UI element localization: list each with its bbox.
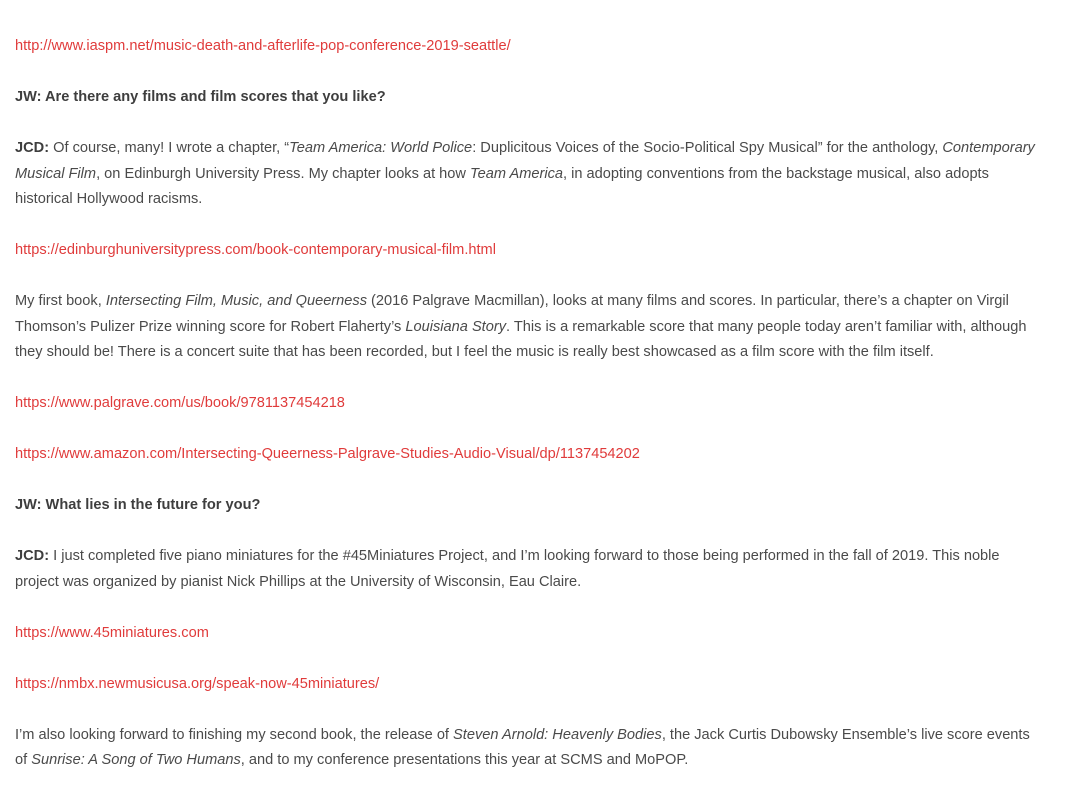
body-text: (2016 Palgrave Macmillan), looks at many films and scores. In particular, there’s a chapter on Virgil Thomson’s Pulizer Prize winning score for Robert Flaherty’s xyxy=(15,293,1009,335)
answer-text: Of course, many! I wrote a chapter, “ xyxy=(49,140,290,156)
paragraph-link-newmusicusa xyxy=(15,672,1045,698)
answer-future xyxy=(15,544,1045,595)
italic-title: Louisiana Story xyxy=(405,318,507,335)
answer-films xyxy=(15,136,1045,213)
italic-title: Team America xyxy=(470,165,564,182)
paragraph-link-iaspm xyxy=(15,34,1045,60)
paragraph-second-book xyxy=(15,723,1045,774)
italic-title: Team America: World Police xyxy=(289,140,473,156)
question-films xyxy=(15,85,1045,111)
italic-title: Intersecting Film, Music, and Queerness xyxy=(105,293,367,309)
speaker-label: JCD: xyxy=(15,140,50,156)
link-iaspm[interactable]: http://www.iaspm.net/music-death-and-afterlife-pop-conference-2019-seattle/ xyxy=(15,38,511,54)
link-newmusicusa[interactable]: https://nmbx.newmusicusa.org/speak-now-45miniatures/ xyxy=(15,675,380,692)
answer-text: : Duplicitous Voices of the Socio-Political Spy Musical” for the anthology, xyxy=(472,140,943,156)
question-films-text: JW: Are there any films and film scores that you like? xyxy=(15,89,386,105)
italic-title: Sunrise: A Song of Two Humans xyxy=(31,752,241,768)
paragraph-link-edinburgh xyxy=(15,238,1045,264)
body-text: , and to my conference presentations this year at SCMS and MoPOP. xyxy=(240,752,689,768)
body-text: My first book, xyxy=(15,293,106,309)
paragraph-first-book xyxy=(15,289,1045,366)
body-text: , the Jack Curtis Dubowsky Ensemble’s live score events of xyxy=(15,726,1030,768)
paragraph-link-45miniatures xyxy=(15,621,1045,647)
article-body xyxy=(15,34,1045,799)
answer-text: , in adopting conventions from the backstage musical, also adopts historical Hollywood racisms. xyxy=(15,165,989,207)
link-palgrave[interactable]: https://www.palgrave.com/us/book/9781137454218 xyxy=(15,395,345,411)
italic-title: Steven Arnold: Heavenly Bodies xyxy=(453,726,662,743)
body-text: I’m also looking forward to finishing my second book, the release of xyxy=(15,726,454,743)
italic-title: Contemporary Musical Film xyxy=(15,140,1035,182)
speaker-label: JCD: xyxy=(15,548,50,564)
link-amazon[interactable]: https://www.amazon.com/Intersecting-Queerness-Palgrave-Studies-Audio-Visual/dp/1137454202 xyxy=(15,446,640,462)
answer-text: I just completed five piano miniatures for the #45Miniatures Project, and I’m looking forward to those being performed in the fall of 2019. This noble project was organized by pianist Nick Phillips at the University of Wisconsin, Eau Claire. xyxy=(15,548,1000,590)
paragraph-link-palgrave xyxy=(15,391,1045,417)
answer-text: , on Edinburgh University Press. My chapter looks at how xyxy=(96,165,471,182)
paragraph-link-amazon xyxy=(15,442,1045,468)
link-45miniatures[interactable]: https://www.45miniatures.com xyxy=(15,624,209,641)
question-future-text: JW: What lies in the future for you? xyxy=(15,497,261,513)
link-edinburgh[interactable]: https://edinburghuniversitypress.com/book-contemporary-musical-film.html xyxy=(15,242,496,258)
body-text: . This is a remarkable score that many people today aren’t familiar with, although they should be! There is a concert suite that has been recorded, but I feel the music is really best showcased as a film score with the film itself. xyxy=(15,318,1027,360)
question-future xyxy=(15,493,1045,519)
